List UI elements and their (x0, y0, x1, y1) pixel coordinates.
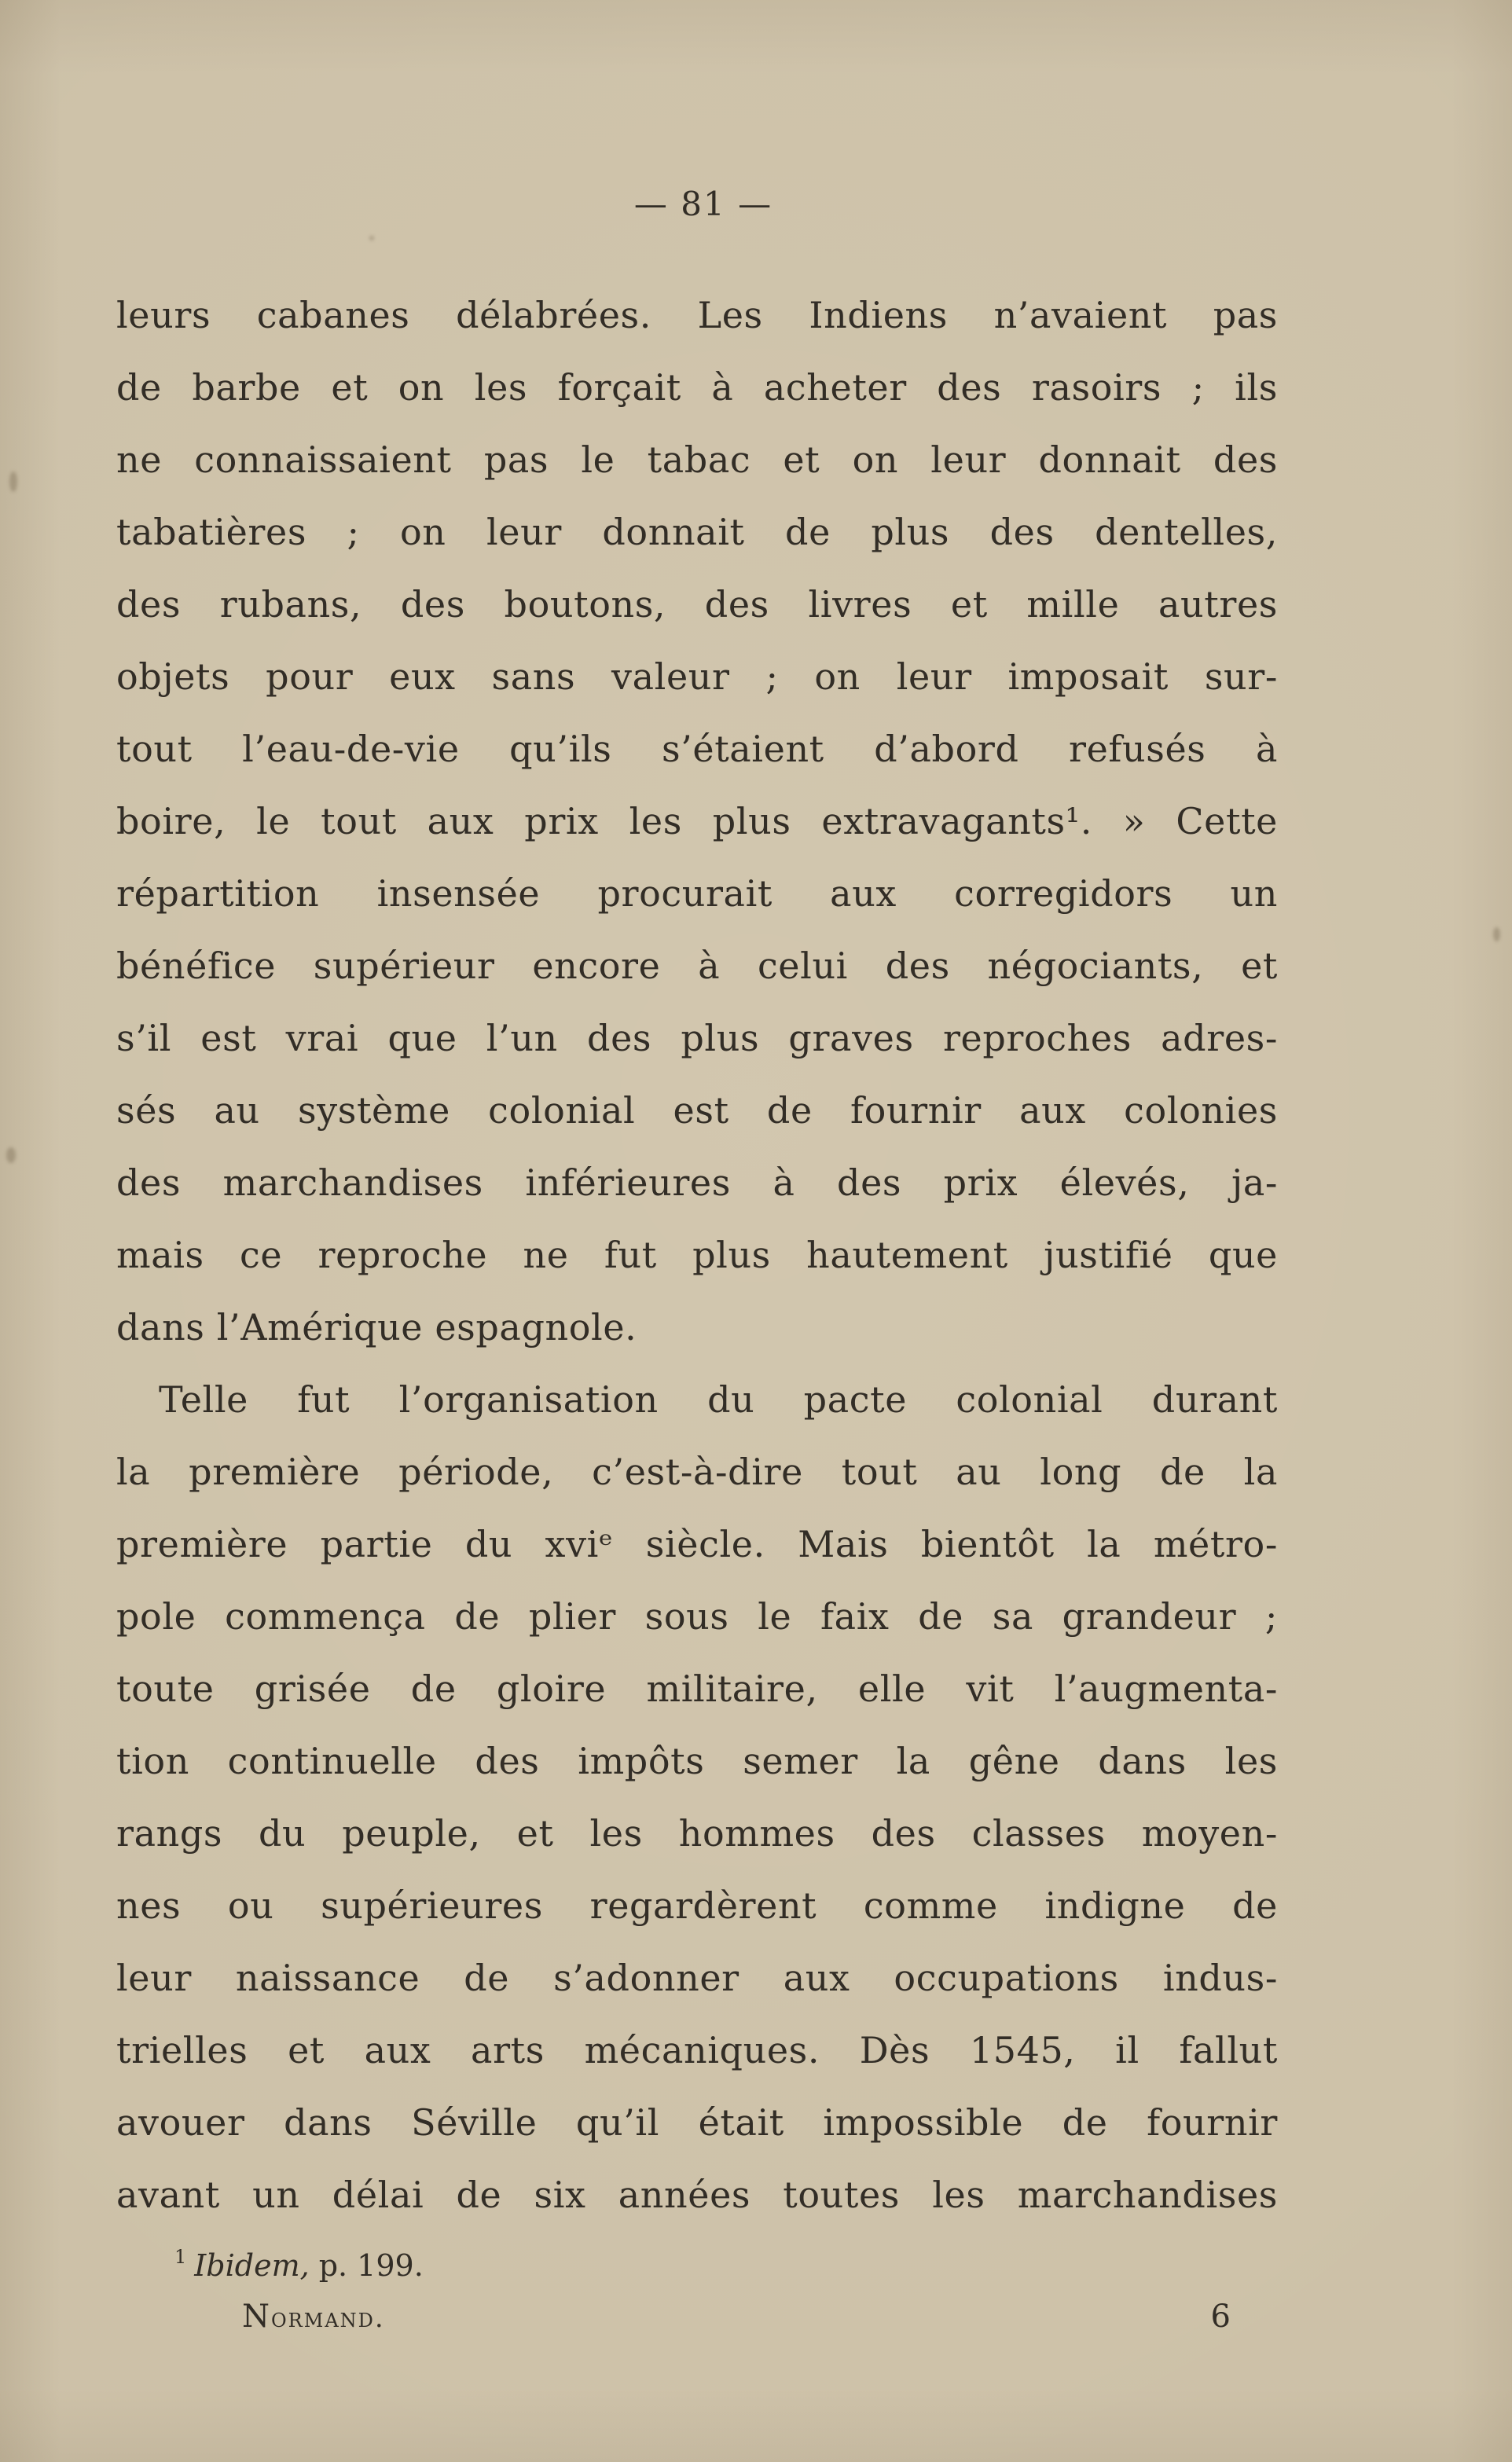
paper-blemish (1493, 927, 1500, 941)
text-line: boire, le tout aux prix les plus extravagants¹. » Cette (116, 800, 1278, 842)
text-line: pole commença de plier sous le faix de sa grandeur ; (116, 1595, 1278, 1638)
text-line: de barbe et on les forçait à acheter des rasoirs ; ils (116, 366, 1278, 409)
footnote-work-title: Ibidem, (194, 2248, 310, 2283)
text-line: ne connaissaient pas le tabac et on leur donnait des (116, 438, 1278, 481)
paper-blemish (6, 1147, 16, 1163)
text-block (116, 279, 1278, 2231)
text-line: s’il est vrai que l’un des plus graves reproches adres- (116, 1017, 1278, 1059)
text-line: sés au système colonial est de fournir aux colonies (116, 1089, 1278, 1132)
text-line: première partie du xviᵉ siècle. Mais bientôt la métro- (116, 1523, 1278, 1565)
text-line: tion continuelle des impôts semer la gêne dans les (116, 1740, 1278, 1782)
footnote-reference: p. 199. (318, 2248, 424, 2283)
text-line: Telle fut l’organisation du pacte colonial durant (159, 1378, 1278, 1421)
footnote (174, 2238, 424, 2284)
text-line: toute grisée de gloire militaire, elle vit l’augmenta- (116, 1668, 1278, 1710)
text-line: avouer dans Séville qu’il était impossible de fournir (116, 2101, 1278, 2144)
paper-blemish (9, 471, 17, 492)
text-line: leur naissance de s’adonner aux occupations indus- (116, 1957, 1278, 1999)
paragraph-continuation (116, 279, 1278, 1363)
page-footer (116, 2299, 1278, 2335)
text-line: bénéfice supérieur encore à celui des négociants, et (116, 945, 1278, 987)
text-line: la première période, c’est-à-dire tout au long de la (116, 1451, 1278, 1493)
text-line: tout l’eau-de-vie qu’ils s’étaient d’abord refusés à (116, 728, 1278, 770)
text-line: trielles et aux arts mécaniques. Dès 1545, il fallut (116, 2029, 1278, 2071)
text-line: tabatières ; on leur donnait de plus des dentelles, (116, 511, 1278, 553)
page-number: — 81 — (633, 185, 773, 223)
text-line: nes ou supérieures regardèrent comme indigne de (116, 1884, 1278, 1927)
text-line: des rubans, des boutons, des livres et mille autres (116, 583, 1278, 626)
text-line: répartition insensée procurait aux corregidors un (116, 872, 1278, 915)
text-line: mais ce reproche ne fut plus hautement justifié que (116, 1234, 1278, 1276)
paper-blemish (369, 236, 374, 240)
text-line: rangs du peuple, et les hommes des classes moyen- (116, 1812, 1278, 1855)
gathering-number: 6 (1210, 2299, 1231, 2335)
footnote-marker: 1 (174, 2246, 187, 2268)
text-line: leurs cabanes délabrées. Les Indiens n’avaient pas (116, 294, 1278, 336)
text-line: objets pour eux sans valeur ; on leur imposait sur- (116, 655, 1278, 698)
running-signature: Normand. (242, 2299, 385, 2335)
text-line: des marchandises inférieures à des prix élevés, ja- (116, 1161, 1278, 1204)
text-line: avant un délai de six années toutes les marchandises (116, 2174, 1278, 2216)
paragraph-second (116, 1363, 1278, 2231)
text-line: dans l’Amérique espagnole. (116, 1306, 637, 1348)
